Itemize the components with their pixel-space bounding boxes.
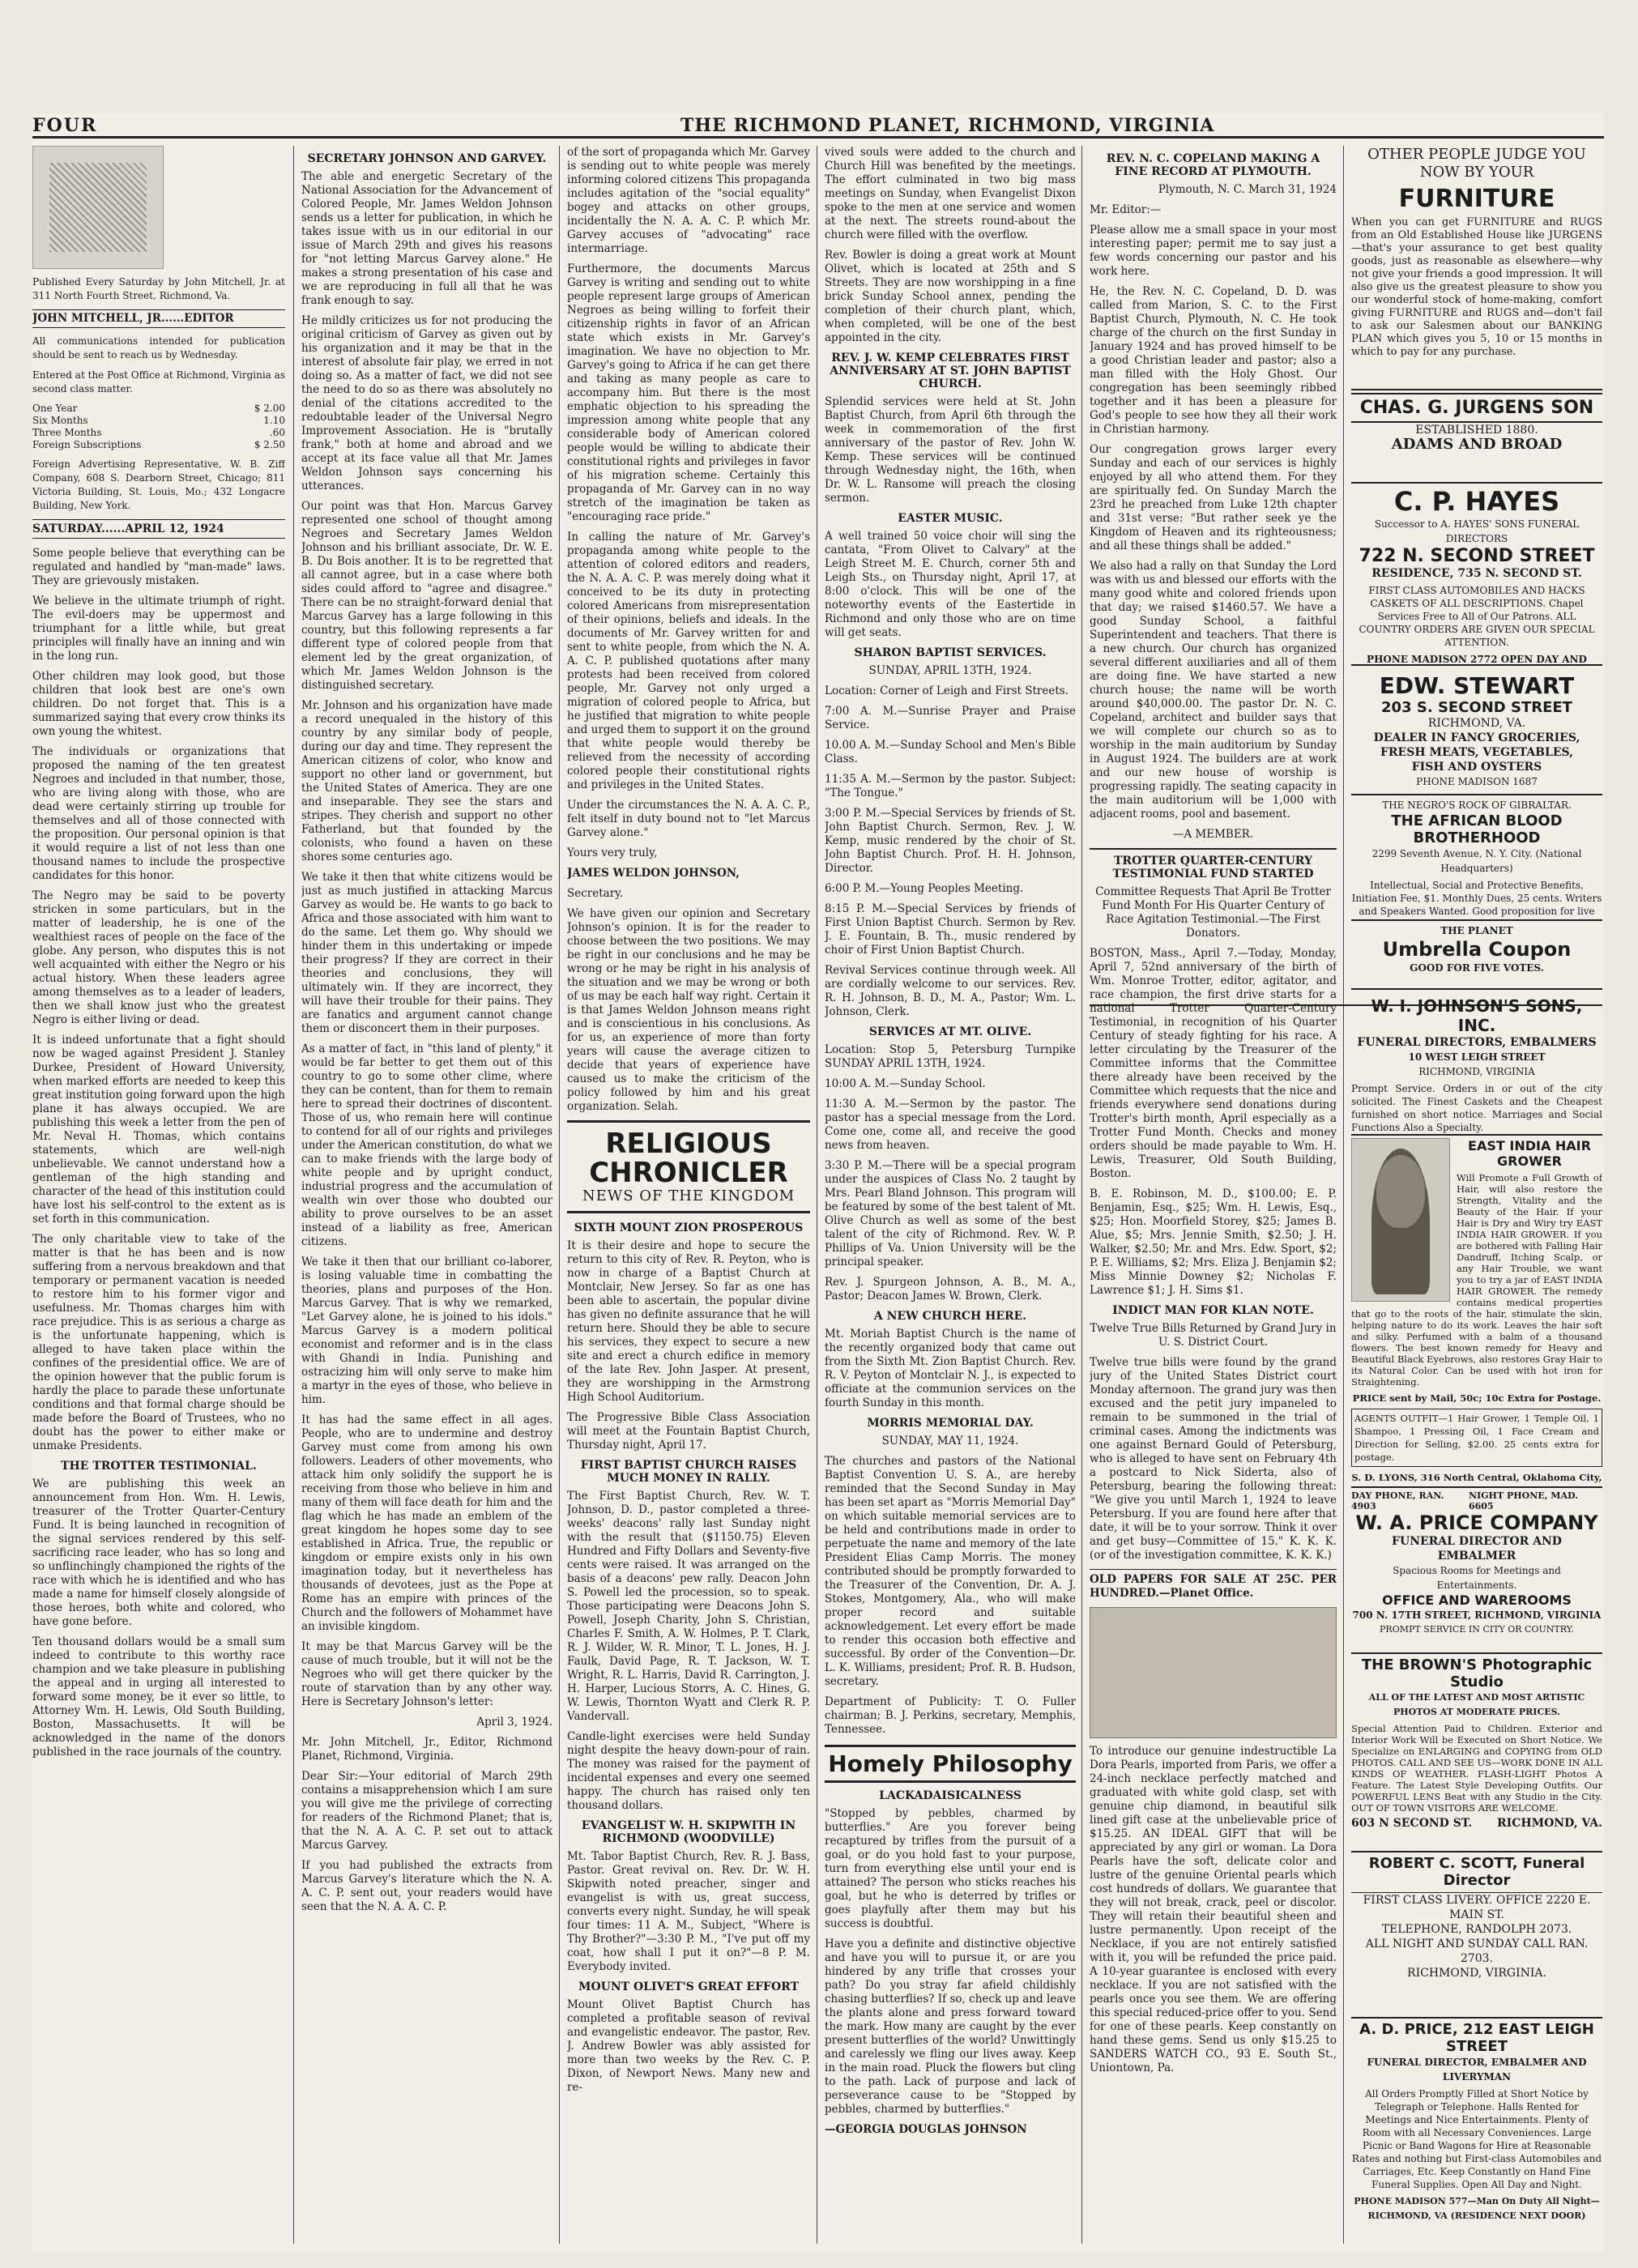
- column-editorial: [32, 146, 285, 2244]
- pearl-ad-text: To introduce our genuine indestructible La Dora Pearls, imported from Paris, we offer a 24-inch necklace perfectly matched and graduated with white gold clasp, set with genuine chip diamond, in beautiful silk lined gift case at the unbelievable price of $15.25. AN IDEAL GIFT that will be appreciated by any girl or woman. La Dora Pearls have the soft, delicate color and lustre of the genuine Oriental pearls which cost hundreds of dollars. We guarantee that they will not break, crack, peel or discolor. They will retain their beautiful sheen and lustre permanently. Upon receipt of the Necklace, if you are not entirely satisfied with it, you will be refunded the price paid. A 10-year guarantee is enclosed with every necklace. If you are not satisfied with the pearls once you see them. We are offering this special reduced-price offer to you. Send for one of these pearls. Keep constantly on hand these gems. Send us only $15.25 to SANDERS WATCH CO., 93 E. South St., Uniontown, Pa.: [1090, 1745, 1337, 2074]
- service-item: 8:15 P. M.—Special Services by friends of First Union Baptist Church. Sermon by Rev. J. E. Fountain, B. Th., music rendered by choir of First Union Baptist Church.: [825, 902, 1076, 957]
- article-paragraph: A well trained 50 voice choir will sing the cantata, "From Olivet to Calvary" at the Leigh Street M. E. Church, corner 5th and Leigh Sts., on Thursday night, April 17, at 8:00 o'clock. This will be one of the noteworthy events of the Eastertide in Richmond and only those who are on time will get seats.: [825, 530, 1076, 639]
- wa-price-funeral-ad: DAY PHONE, RAN. 4903 NIGHT PHONE, MAD. 6605 W. A. PRICE COMPANY FUNERAL DIRECTOR AND EMBALMER Spacious Rooms for Meetings and Entertainments. OFFICE AND WAREROOMS 700 N. 17TH STREET, RICHMOND, VIRGINIA PROMPT SERVICE IN CITY OR COUNTRY.: [1351, 1490, 1602, 1654]
- publisher-line: Published Every Saturday by John Mitchell, Jr. at 311 North Fourth Street, Richmond, Va.: [32, 276, 285, 301]
- service-item: 3:00 P. M.—Special Services by friends of St. John Baptist Church. Sermon, Rev. J. W. Kemp, music rendered by the choir of St. John Baptist Church. Prof. H. H. Johnson, Director.: [825, 807, 1076, 875]
- service-item: Revival Services continue through week. All are cordially welcome to our services. Rev. R. H. Johnson, B. D., M. A., Pastor; Wm. L. Johnson, Clerk.: [825, 964, 1076, 1018]
- article-paragraph: He mildly criticizes us for not producing the original criticism of Garvey as given out by his organization and it may be that in the interest of absolute fair play, we erred in not doing so. As a matter of fact, we did not see the need to do so as there was absolutely no denial of the citations accredited to the redoubtable leader of the Universal Negro Improvement Association. He is "brutally frank," both at home and abroad and we accept at its face value all that Mr. James Weldon Johnson says concerning his utterances.: [301, 314, 552, 492]
- service-location: Location: Stop 5, Petersburg Turnpike SUNDAY APRIL 13TH, 1924.: [825, 1043, 1076, 1070]
- umbrella-coupon-ad[interactable]: THE PLANET Umbrella Coupon GOOD FOR FIVE VOTES.: [1351, 923, 1602, 990]
- editorial-paragraph: Some people believe that everything can be regulated and handled by "man-made" laws. They are grievously mistaken.: [32, 547, 285, 587]
- article-paragraph: BOSTON, Mass., April 7.—Today, Monday, April 7, 52nd anniversary of the birth of Wm. Monroe Trotter, editor, agitator, and race champion, the first drive starts for a national Trotter Quarter-Century Testimonial, in recognition of his Quarter Century of steady fighting for his race. A letter circulating by the Treasurer of the Committee informs that the Committee there already have been received by the Committee which requests that the nice and friends everywhere send donations during Trotter's birth month, April especially as a Trotter Fund Month. Checks and money orders should be made payable to Wm. H. Lewis, Treasurer, Old South Building, Boston.: [1090, 947, 1337, 1180]
- article-paragraph: Under the circumstances the N. A. A. C. P., felt itself in duty bound not to "let Marcus Garvey alone.": [567, 799, 810, 839]
- article-heading: INDICT MAN FOR KLAN NOTE.: [1112, 1304, 1314, 1317]
- article-paragraph: Mount Olivet Baptist Church has completed a profitable season of revival and evangelistic endeavor. The pastor, Rev. J. Andrew Bowler was ably assisted for more than two weeks by the Rev. C. P. Dixon, of Newport News. Many new and re-: [567, 1998, 810, 2094]
- service-item: 3:30 P. M.—There will be a special program under the auspices of Class No. 2 taught by Mrs. Pearl Bland Johnson. This program will be featured by some of the best talent of Mt. Olive Church as well as some of the best talent of the city of Richmond. Rev. W. P. Phillips of Va. Union University will be the principal speaker.: [825, 1159, 1076, 1268]
- editorial-paragraph: Other children may look good, but those children that look best are one's own children. Do not forget that. This is a summarized saying that every crow thinks its own young the whitest.: [32, 670, 285, 738]
- dateline: Plymouth, N. C. March 31, 1924: [1158, 183, 1337, 196]
- service-item: 6:00 P. M.—Young Peoples Meeting.: [825, 882, 1024, 895]
- service-item: 10:00 A. M.—Sunday School.: [825, 1077, 986, 1090]
- article-subheading: Twelve True Bills Returned by Grand Jury in U. S. District Court.: [1090, 1322, 1337, 1349]
- religious-chronicler-banner: [567, 1120, 810, 1213]
- article-heading: REV. N. C. COPELAND MAKING A FINE RECORD AT PLYMOUTH.: [1106, 152, 1320, 178]
- letter-paragraph: Mr. John Mitchell, Jr., Editor, Richmond Planet, Richmond, Virginia.: [301, 1736, 552, 1763]
- article-paragraph: Twelve true bills were found by the grand jury of the United States District court Monday afternoon. The grand jury was then excused and the petit jury impaneled to remain to be summoned in the trial of criminal cases. Among the indictments was one against Bernard Gould of Petersburg, who is alleged to have sent on February 4th a postcard to Nick Siderta, also of Petersburg, bearing the following threat: "We give you until March 1, 1924 to leave Petersburg. If you are found here after that date, it will be to your sorrow. Think it over and get busy—Committee of 15." K. K. K. (or of the investigation committee, K. K. K.): [1090, 1356, 1337, 1562]
- article-paragraph: Candle-light exercises were held Sunday night despite the heavy down-pour of rain. The money was raised for the payment of incidental expenses and every one seemed happy. The church has raised only ten thousand dollars.: [567, 1730, 810, 1812]
- article-paragraph: We take it then that our brilliant co-laborer, is losing valuable time in combatting the theories, plans and purposes of the Hon. Marcus Garvey. That is why we remarked, "Let Garvey alone, he is joined to his idols." Marcus Garvey is a modern political economist and reformer and is in the class with Ghandi in India. Punishing and ostracizing him will only serve to make him a martyr in the eyes of those, who believe in him.: [301, 1256, 552, 1406]
- article-paragraph: Our point was that Hon. Marcus Garvey represented one school of thought among Negroes and Secretary James Weldon Johnson and his brilliant associate, Dr. W. E. B. Du Bois another. It is to be regretted that all cannot agree, but in a case where both sides could afford to "agree and disagree." There can be no straight-forward denial that Marcus Garvey has a large following in this country, but this following represents a far different type of colored people from that element led by the great organization, of which Mr. James Weldon Johnson is the distinguished secretary.: [301, 500, 552, 692]
- day-phone: DAY PHONE, RAN. 4903: [1351, 1490, 1444, 1511]
- article-paragraph: Mr. Johnson and his organization have made a record unequaled in the history of this country by any similar body of people, during our day and time. They represent the American citizens of color, who know and support no other land or government, but the United States of America. They are one and inseparable. They see the stars and stripes. They cherish and support no other Fatherland, but that founded by the colonists, who found a haven on these shores some centuries ago.: [301, 699, 552, 863]
- price-row: Foreign Subscriptions $ 2.50: [32, 439, 285, 450]
- article-heading: MORRIS MEMORIAL DAY.: [867, 1417, 1034, 1430]
- homely-philosophy-banner: Homely Philosophy: [825, 1745, 1076, 1783]
- issue-date: SATURDAY......APRIL 12, 1924: [32, 519, 285, 539]
- furniture-heading: FURNITURE: [1398, 185, 1555, 213]
- article-heading: SIXTH MOUNT ZION PROSPEROUS: [574, 1221, 804, 1234]
- column-divider: [559, 146, 560, 2244]
- subscription-prices: [32, 403, 285, 451]
- stewart-grocery-ad: EDW. STEWART 203 S. SECOND STREET RICHMOND, VA. DEALER IN FANCY GROCERIES, FRESH MEATS, VEGETABLES, FISH AND OYSTERS PHONE MADISON 1687: [1351, 672, 1602, 795]
- article-paragraph: As a matter of fact, in "this land of plenty," it would be far better to get them out of this country to go to some other clime, where they can be content, than for them to remain here to spread their doctrines of discontent. Those of us, who remain here will continue to contend for all of our rights and privileges under the American constitution, do what we can to make friends with the large body of white people and by upright conduct, industrial progress and the accumulation of wealth win over those who doubted our ability to prove ourselves to be an asset instead of a liability as free, American citizens.: [301, 1042, 552, 1248]
- sign-name: JAMES WELDON JOHNSON,: [567, 867, 740, 880]
- column-divider: [1343, 146, 1344, 2244]
- service-item: 11:35 A. M.—Sermon by the pastor. Subject: "The Tongue.": [825, 773, 1076, 799]
- article-paragraph: We have given our opinion and Secretary Johnson's opinion. It is for the reader to choose between the two positions. We may be right in our conclusions and he may be wrong or he may be right in his analysis of the situation and we may be wrong or both of us may be each half way right. Certain it is that James Weldon Johnson means right and is conscientious in his conclusions. As for us, an experience of more than forty years will cause the average citizen to decide that years of experience have caused us to make the criticism of the policy followed by him and his great organization. Selah.: [567, 907, 810, 1113]
- service-item: Rev. J. Spurgeon Johnson, A. B., M. A., Pastor; Deacon James W. Brown, Clerk.: [825, 1276, 1076, 1302]
- advertising-rep: Foreign Advertising Representative, W. B. Ziff Company, 608 S. Dearborn Street, Chicago; 811 Victoria Building, St. Louis, Mo.; 432 Longacre Building, New York.: [32, 458, 285, 511]
- article-paragraph: We are publishing this week an announcement from Hon. Wm. H. Lewis, treasurer of the Trotter Quarter-Century Fund. It is being launched in recognition of the signal services rendered by this self-sacrificing race leader, who has so long and so unflinchingly championed the rights of the race with which he is identified and who has made a name for himself closely alongside of those heroes, both white and colored, who have gone before.: [32, 1477, 285, 1628]
- price-row: Six Months 1.10: [32, 415, 285, 426]
- price-row: One Year $ 2.00: [32, 403, 285, 414]
- article-paragraph: Rev. Bowler is doing a great work at Mount Olivet, which is located at 25th and S Streets. They are now worshipping in a fine brick Sunday School annex, pending the completion of their church plant, which, when completed, will be one of the best appointed in the city.: [825, 249, 1076, 344]
- column-johnson-garvey: [301, 146, 552, 2244]
- article-paragraph: The able and energetic Secretary of the National Association for the Advancement of Colored People, Mr. James Weldon Johnson sends us a letter for publication, in which he takes issue with us in our editorial in our issue of March 29th and gives his reasons for "not letting Marcus Garvey alone." He makes a strong presentation of his case and we are reproducing in full all that he was frank enough to say.: [301, 170, 552, 307]
- column-divider: [1081, 146, 1082, 2244]
- browns-photo-studio-ad: THE BROWN'S Photographic Studio ALL OF THE LATEST AND MOST ARTISTIC PHOTOS AT MODERATE PRICES. Special Attention Paid to Children. Exterior and Interior Work Will be Executed on Short Notice. We Specialize on ENLARGING and COPYING from OLD PHOTOS. CALL AND SEE US—WORK DONE IN ALL KINDS OF WEATHER. FLASH-LIGHT Photos A Feature. The Latest Style Developing Outfits. Our POWERFUL LENS Beat with any Studio in the City. OUT OF TOWN VISITORS ARE WELCOME. 603 N SECOND ST. RICHMOND, VA.: [1351, 1656, 1602, 1852]
- editor-line: JOHN MITCHELL, JR......EDITOR: [32, 309, 285, 328]
- page-header: [32, 113, 1604, 138]
- article-paragraph: Ten thousand dollars would be a small sum indeed to contribute to this worthy race champion and we take pleasure in publishing the appeal and in urging all interested to forward some money, be it ever so little, to Attorney Wm. H. Lewis, Old South Building, Boston, Massachusetts. It will be acknowledged in the name of the donors published in the race journals of the country.: [32, 1635, 285, 1759]
- jurgens-furniture-ad: OTHER PEOPLE JUDGE YOU NOW BY YOUR FURNITURE When you can get FURNITURE and RUGS from an Old Established House like JURGENS—that's your assurance to get best quality goods, just as reasonable as elsewhere—why not give your friends a good impression. It will also give us the greatest pleasure to show you our wonderful stock of home-making, comfort giving FURNITURE and RUGS and—don't fail to ask our Salesmen about our BANKING PLAN which gives you 5, 10 or 15 months in which to pay for any purchase.: [1351, 146, 1602, 390]
- article-heading: TROTTER QUARTER-CENTURY TESTIMONIAL FUND STARTED: [1090, 848, 1337, 880]
- editorial-paragraph: The individuals or organizations that proposed the naming of the ten greatest Negroes and included in that number, those, who are living along with those, who are dead were certainly stirring up trouble for themselves and all of those connected with the proposition. Our personal opinion is that it would require a list of not less than one thousand names to include the prospective candidates for this honor.: [32, 745, 285, 882]
- article-paragraph: Splendid services were held at St. John Baptist Church, from April 6th through the week in commemoration of the first anniversary of the pastor of Rev. John W. Kemp. These services will be continued through Wednesday night, the 16th, when Dr. W. L. Ransome will preach the closing sermon.: [825, 395, 1076, 505]
- night-phone: NIGHT PHONE, MAD. 6605: [1468, 1490, 1578, 1511]
- article-heading: REV. J. W. KEMP CELEBRATES FIRST ANNIVERSARY AT ST. JOHN BAPTIST CHURCH.: [830, 352, 1071, 390]
- article-paragraph: It has had the same effect in all ages. People, who are to undermine and destroy Garvey must come from among his own followers. Leaders of other movements, who attack him only solidify the support he is receiving from those who believe in him and many of them will face death for him and the flag which he has made an emblem of the great kingdom he hopes some day to see established in Africa. True, the republic or kingdom or empire exists only in his own imagination today, but it nevertheless has thousands of devotees, just as the Pope at Rome has an empire with princes of the Church and the followers of Mohammet have an invisible kingdom.: [301, 1413, 552, 1633]
- sign-title: Secretary.: [567, 887, 624, 900]
- article-paragraph: It may be that Marcus Garvey will be the cause of much trouble, but it will not be the Negroes who will get there quicker by the route of starvation than by any other way. Here is Secretary Johnson's letter:: [301, 1640, 552, 1708]
- entered-line: Entered at the Post Office at Richmond, Virginia as second class matter.: [32, 369, 285, 394]
- price-row: Three Months .60: [32, 427, 285, 438]
- letter-paragraph: If you had published the extracts from Marcus Garvey's literature which the N. A. A. C. P. sent out, your readers would have seen that the N. A. A. C. P.: [301, 1859, 552, 1913]
- article-paragraph: We take it then that white citizens would be just as much justified in attacking Marcus Garvey as would be. He wants to go back to Africa and those associated with him want to do the same. Let them go. Why should we hinder them in this undertaking or impede their progress? If they are correct in their theories and conclusions, they will ultimately win. If they are incorrect, they will have their trouble for their pains. They are fanatics and argument cannot change them or disconcert them in their purposes.: [301, 871, 552, 1035]
- service-date: SUNDAY, MAY 11, 1924.: [881, 1435, 1019, 1447]
- service-item: 10.00 A. M.—Sunday School and Men's Bible Class.: [825, 739, 1076, 765]
- article-paragraph: The churches and pastors of the National Baptist Convention U. S. A., are hereby reminded that the Second Sunday in May has been set apart as "Morris Memorial Day" on which suitable memorial services are to be held and contributions made in order to perpetuate the name and memory of the late President Elias Camp Morris. The money contributed should be promptly forwarded to the Treasurer of the Convention, Dr. A. J. Stokes, Montgomery, Ala., who will make proper record and suitable acknowledgement. Let every effort be made to render this occasion both effective and successful. By order of the Convention—Dr. L. K. Williams, president; Prof. R. B. Hudson, secretary.: [825, 1455, 1076, 1688]
- letter-signature: —A MEMBER.: [1172, 828, 1254, 841]
- planet-logo-image: [32, 146, 164, 269]
- column-letters: [1090, 146, 1337, 2244]
- article-heading: EVANGELIST W. H. SKIPWITH IN RICHMOND (WOODVILLE): [581, 1819, 796, 1845]
- page-folio: FOUR: [32, 115, 98, 136]
- article-paragraph: B. E. Robinson, M. D., $100.00; E. P. Benjamin, Esq., $25; Wm. H. Lewis, Esq., $25; Hon. Moorfield Storey, $25; James B. Alue, $5; Mrs. Jennie Smith, $2.50; J. H. Walker, $2.50; Mr. and Mrs. Edw. Sport, $2; P. E. Williams, $2; Mrs. Eliza J. Benjamin $2; Miss Minnie Downey $2; Nicholas F. Lawrence $1; J. H. Sims $1.: [1090, 1187, 1337, 1297]
- ad-price-livery-ad: A. D. PRICE, 212 EAST LEIGH STREET FUNERAL DIRECTOR, EMBALMER AND LIVERYMAN All Orders Promptly Filled at Short Notice by Telegraph or Telephone. Halls Rented for Meetings and Nice Entertainments. Plenty of Room with all Necessary Conveniences. Large Picnic or Band Wagons for Hire at Reasonable Rates and nothing but First-class Automobiles and Carriages, Etc. Keep Constantly on Hand Fine Funeral Supplies. Open All Day and Night. PHONE MADISON 577—Man On Duty All Night—RICHMOND, VA (RESIDENCE NEXT DOOR): [1351, 2021, 1602, 2221]
- hair-model-image: [1351, 1138, 1450, 1302]
- masthead: THE RICHMOND PLANET, RICHMOND, VIRGINIA: [680, 115, 1215, 136]
- banner-subtitle: NEWS OF THE KINGDOM: [582, 1187, 796, 1204]
- article-heading: LACKADAISICALNESS: [879, 1789, 1022, 1802]
- editorial-paragraph: The Negro may be said to be poverty stricken in some particulars, but in the matter of leadership, he is one of the wealthiest races of people on the face of the globe. Any person, who disputes this is not well acquainted with either the Negro or his actual history. When these leaders agree among themselves as to a leader of leaders, then we shall know just who the greatest Negro is either living or dead.: [32, 889, 285, 1026]
- article-paragraph: Mt. Moriah Baptist Church is the name of the recently organized body that came out from the Sixth Mt. Zion Baptist Church. Rev. R. V. Peyton of Montclair N. J., is expected to officiate at the communion services on the fourth Sunday in this month.: [825, 1328, 1076, 1409]
- old-papers-notice: OLD PAPERS FOR SALE AT 25C. PER HUNDRED.—Planet Office.: [1090, 1569, 1337, 1601]
- johnson-funeral-ad: W. I. JOHNSON'S SONS, INC. FUNERAL DIRECTORS, EMBALMERS 10 WEST LEIGH STREET RICHMOND, VIRGINIA Prompt Service. Orders in or out of the city solicited. The Finest Caskets and the Cheapest furnished on short notice. Marriages and Social Functions Also a Specialty.: [1351, 996, 1602, 1136]
- service-date: SUNDAY, APRIL 13TH, 1924.: [868, 664, 1032, 677]
- article-paragraph: It is their desire and hope to secure the return to this city of Rev. R. Peyton, who is now in charge of a Baptist Church at Montclair, New Jersey. So far as one has been able to ascertain, the popular divine has given no definite assurance that he will return here. Should they be able to secure his services, they expect to secure a new site and erect a church edifice in memory of the late Rev. John Jasper. At present, they are worshipping in the Armstrong High School Auditorium.: [567, 1239, 810, 1404]
- editorial-paragraph: The only charitable view to take of the matter is that he has been and is now suffering from a nervous breakdown and that temporary or permanent vacation is needed to restore him to his former vigor and usefulness. Mr. Thomas charges him with race prejudice. This is as serious a charge as is the unfortunate happening, which is alleged to have taken place within the confines of the presidential office. We are of the opinion however that the public forum is hardly the place to parade these unfortunate conditions and that formal charge should be made before the Board of Trustees, who no doubt has the power to either make or unmake Presidents.: [32, 1233, 285, 1452]
- article-heading: FIRST BAPTIST CHURCH RAISES MUCH MONEY IN RALLY.: [580, 1459, 797, 1485]
- article-subheading: Committee Requests That April Be Trotter Fund Month For His Quarter Century of Race Agitation Testimonial.—The First Donators.: [1095, 885, 1331, 940]
- letter-paragraph: We also had a rally on that Sunday the Lord was with us and blessed our efforts with the many good white and colored friends upon that day; we raised $1460.57. We have a good Sunday School, a faithful Superintendent and teachers. That there is a new church. Our church has organized several different auxiliaries and all of them are doing fine. We have started a new church house; the name will be worth around $40,000.00. The pastor Dr. N. C. Copeland, architect and builder says that we will complete our church so as to worship in the main auditorium by Sunday in August 1924. The builders are at work and our new house of worship is progressing rapidly. The seating capacity in the main auditorium will be 1,000 with adjacent rooms, pool and basement.: [1090, 560, 1337, 821]
- hayes-funeral-ad: C. P. HAYES Successor to A. HAYES' SONS FUNERAL DIRECTORS 722 N. SECOND STREET RESIDENCE, 735 N. SECOND ST. FIRST CLASS AUTOMOBILES AND HACKS CASKETS OF ALL DESCRIPTIONS. Chapel Services Free to All of Our Patrons. ALL COUNTRY ORDERS ARE GIVEN OUR SPECIAL ATTENTION. PHONE MADISON 2772 OPEN DAY AND: [1351, 486, 1602, 666]
- article-heading: A NEW CHURCH HERE.: [873, 1310, 1027, 1323]
- column-divider: [293, 146, 294, 2244]
- article-paragraph: vived souls were added to the church and Church Hill was benefited by the meetings. The effort culminated in two big mass meetings on Sunday, when Evangelist Dixon spoke to the men at one service and women at the next. The streets round-about the church were filled with the overflow.: [825, 146, 1076, 241]
- article-paragraph: The Progressive Bible Class Association will meet at the Fountain Baptist Church, Thursday night, April 17.: [567, 1411, 810, 1452]
- letter-paragraph: Dear Sir:—Your editorial of March 29th contains a misapprehension which I am sure you will give me the privilege of correcting for readers of the Richmond Planet; that is, that the N. A. A. C. P. set out to attack Marcus Garvey.: [301, 1770, 552, 1852]
- notice-line: All communications intended for publication should be sent to reach us by Wednesday.: [32, 335, 285, 360]
- article-heading: SECRETARY JOHNSON AND GARVEY.: [307, 152, 547, 165]
- article-paragraph: "Stopped by pebbles, charmed by butterflies." Are you forever being recaptured by trifles from the pursuit of a goal, or do you hold fast to your purpose, turn from everything else until your end is attained? The person who sticks reaches his goal, but he who is deterred by trifles or goes playfully after them may but his success is doubtful.: [825, 1807, 1076, 1930]
- newspaper-page: [32, 113, 1604, 2252]
- service-item: Location: Corner of Leigh and First Streets.: [825, 684, 1069, 697]
- letter-paragraph: He, the Rev. N. C. Copeland, D. D. was called from Marion, S. C. to the First Baptist Church, Plymouth, N. C. He took charge of the church on the first Sunday in January 1924 and has proved himself to be a good Christian leader and pastor; also a man filled with the Holy Ghost. Our congregation has been seemingly ribbed together and it has been a pleasure for God's people to see how they all their work in Christian harmony.: [1090, 285, 1337, 436]
- banner-title: RELIGIOUS CHRONICLER: [589, 1128, 788, 1189]
- editorial-paragraph: It is indeed unfortunate that a fight should now be waged against President J. Stanley Durkee, President of Howard University, when marked efforts are needed to keep this great institution going forward upon the high plane it has always occupied. We are publishing this week a letter from the pen of Mr. Neval H. Thomas, which contains statements, which are well-nigh unbelievable. We cannot understand how a gentleman of the high standing and character of the head of this institution could have lost his self-control to the extent as is set forth in this communication.: [32, 1034, 285, 1226]
- umbrella-coupon-title: Umbrella Coupon: [1382, 938, 1572, 961]
- article-paragraph: Have you a definite and distinctive objective and have you will to pursue it, or are you hindered by any trifle that crosses your path? Do you stray far afield childishly chasing butterflies? If so, check up and leave the plants alone and press forward toward the mark. How many are caught by the ever present butterflies of the world? Unwittingly and carelessly we fling our lives away. Keep in the main road. Pluck the flowers but cling to the path. Lack of purpose and lack of perseverance cause to be "Stopped by pebbles, charmed by butterflies.": [825, 1938, 1076, 2116]
- east-india-hair-ad: EAST INDIA HAIR GROWER Will Promote a Full Growth of Hair, will also restore the Strength, Vitality and the Beauty of the Hair. If your Hair is Dry and Wiry try EAST INDIA HAIR GROWER. If you are bothered with Falling Hair Dandruff, Itching Scalp, or any Hair Trouble, we want you to try a jar of EAST INDIA HAIR GROWER. The remedy contains medical properties that go to the roots of the hair, stimulate the skin, helping nature to do its work. Leaves the hair soft and silky. Perfumed with a balm of a thousand flowers. The best known remedy for Heavy and Beautiful Black Eyebrows, also restores Gray Hair to its Natural Color. Can be used with hot iron for Straightening. PRICE sent by Mail, 50c; 10c Extra for Postage. AGENTS OUTFIT—1 Hair Grower, 1 Temple Oil, 1 Shampoo, 1 Pressing Oil, 1 Face Cream and Direction for Selling, $2.00. 25 cents extra for postage. S. D. LYONS, 316 North Central, Oklahoma City,: [1351, 1138, 1602, 1488]
- african-blood-brotherhood-ad: THE NEGRO'S ROCK OF GIBRALTAR. THE AFRICAN BLOOD BROTHERHOOD 2299 Seventh Avenue, N. Y. City. (National Headquarters) Intellectual, Social and Protective Benefits, Initiation Fee, $1. Monthly Dues, 25 cents. Writers and Speakers Wanted. Good proposition for live: [1351, 798, 1602, 921]
- article-paragraph: The First Baptist Church, Rev. W. T. Johnson, D. D., pastor completed a three-weeks' deacons' rally last Sunday night with the result that ($1150.75) Eleven Hundred and Fifty Dollars and Seventy-five cents were raised. It was arranged on the basis of a deacons' pew rally. Deacon John S. Powell led the procession, so to speak. Those participating were Deacons John S. Powell, Joseph Charity, John S. Christian, Charles F. Smith, A. W. Holmes, P. T. Clark, R. J. Wilder, W. R. Minor, T. L. Jones, H. J. Faulk, David Page, R. T. Jackson, W. T. Wright, R. L. Harris, David R. Carrington, J. H. Harper, Lucious Storrs, A. C. Hines, G. W. Lewis, Thornton Wyatt and Clerk R. P. Vandervall.: [567, 1490, 810, 1723]
- article-paragraph: In calling the nature of Mr. Garvey's propaganda among white people to the attention of colored editors and readers, the N. A. A. C. P. was merely doing what it conceived to be its duty in protecting colored Americans from misrepresentation of their opinions, beliefs and ideals. In the documents of Mr. Garvey written for and sent to white people, from which the N. A. A. C. P. published quotations after many protests had been received from colored people, Mr. Garvey not only urged a migration of colored people to Africa, but he justified that migration to white people and urged them to support it on the ground that white people would thereby be relieved from the necessity of according colored people their constitutional rights and privileges in the United States.: [567, 531, 810, 791]
- article-paragraph: Furthermore, the documents Marcus Garvey is writing and sending out to white people represent large groups of American Negroes as being willing to forfeit their citizenship rights in favor of an African state which exists in Mr. Garvey's imagination. We have no objection to Mr. Garvey's going to Africa if he can get there and taking as many people as care to accompany him. But there is the most emphatic objection to his spreading the impression among white people that any considerable body of American colored people would be willing to abdicate their constitutional rights and privileges in favor of his migration scheme. Certainly this propaganda of Mr. Garvey can in no way stretch of the imagination be taken as "encouraging race pride.": [567, 262, 810, 523]
- letter-paragraph: Please allow me a small space in your most interesting paper; permit me to say just a few words concerning our pastor and his work here.: [1090, 224, 1337, 278]
- service-item: 7:00 A. M.—Sunrise Prayer and Praise Service.: [825, 705, 1076, 731]
- column-religious: [567, 146, 810, 2244]
- article-author: —GEORGIA DOUGLAS JOHNSON: [825, 2123, 1027, 2136]
- letter-paragraph: Mr. Editor:—: [1090, 203, 1162, 216]
- pearl-necklace-image: [1090, 1607, 1337, 1738]
- article-heading: SERVICES AT MT. OLIVE.: [868, 1025, 1032, 1038]
- scott-funeral-ad: ROBERT C. SCOTT, Funeral Director FIRST CLASS LIVERY. OFFICE 2220 E. MAIN ST. TELEPHONE, RANDOLPH 2073. ALL NIGHT AND SUNDAY CALL RAN. 2703. RICHMOND, VIRGINIA.: [1351, 1855, 1602, 2019]
- article-heading: SHARON BAPTIST SERVICES.: [854, 646, 1047, 659]
- sign-intro: Yours very truly,: [567, 846, 658, 859]
- article-paragraph: of the sort of propaganda which Mr. Garvey is sending out to white people was merely informing colored citizens This propaganda includes agitation of the "social equality" bogey and attacks on other groups, incidentally the N. A. A. C. P. which Mr. Garvey accuses of "advocating" race intermarriage.: [567, 146, 810, 255]
- article-paragraph: Department of Publicity: T. O. Fuller chairman; B. J. Perkins, secretary, Memphis, Tennessee.: [825, 1695, 1076, 1736]
- article-paragraph: Mt. Tabor Baptist Church, Rev. R. J. Bass, Pastor. Great revival on. Rev. Dr. W. H. Skipwith noted preacher, singer and evangelist is with us, great success, converts every night. Sunday, he will speak four times: 11 A. M., Subject, "Where is Thy Brother?"—3:30 P. M., "I've put off my coat, how shall I put it on?"—8 P. M. Everybody invited.: [567, 1850, 810, 1973]
- service-item: 11:30 A. M.—Sermon by the pastor. The pastor has a special message from the Lord. Come one, come all, and receive the good news from heaven.: [825, 1098, 1076, 1152]
- letter-paragraph: Our congregation grows larger every Sunday and each of our services is highly enjoyed by all who attend them. For they are spiritually fed. On Sunday March the 23rd he preached from Luke 12th chapter and 31st verse: "But rather seek ye the Kingdom of Heaven and its righteousness; and all these things shall be added.": [1090, 443, 1337, 552]
- article-heading: MOUNT OLIVET'S GREAT EFFORT: [578, 1980, 799, 1993]
- article-heading: EASTER MUSIC.: [898, 512, 1003, 525]
- editorial-paragraph: We believe in the ultimate triumph of right. The evil-doers may be uppermost and triumphant for a little while, but great principles will finally have an inning and win in the long run.: [32, 595, 285, 663]
- letter-date: April 3, 1924.: [476, 1716, 552, 1729]
- header-rule: [32, 136, 1604, 139]
- article-heading: THE TROTTER TESTIMONIAL.: [61, 1460, 257, 1473]
- column-church-news: [825, 146, 1076, 2244]
- jurgens-name-ad: CHAS. G. JURGENS SON ESTABLISHED 1880. ADAMS AND BROAD: [1351, 393, 1602, 484]
